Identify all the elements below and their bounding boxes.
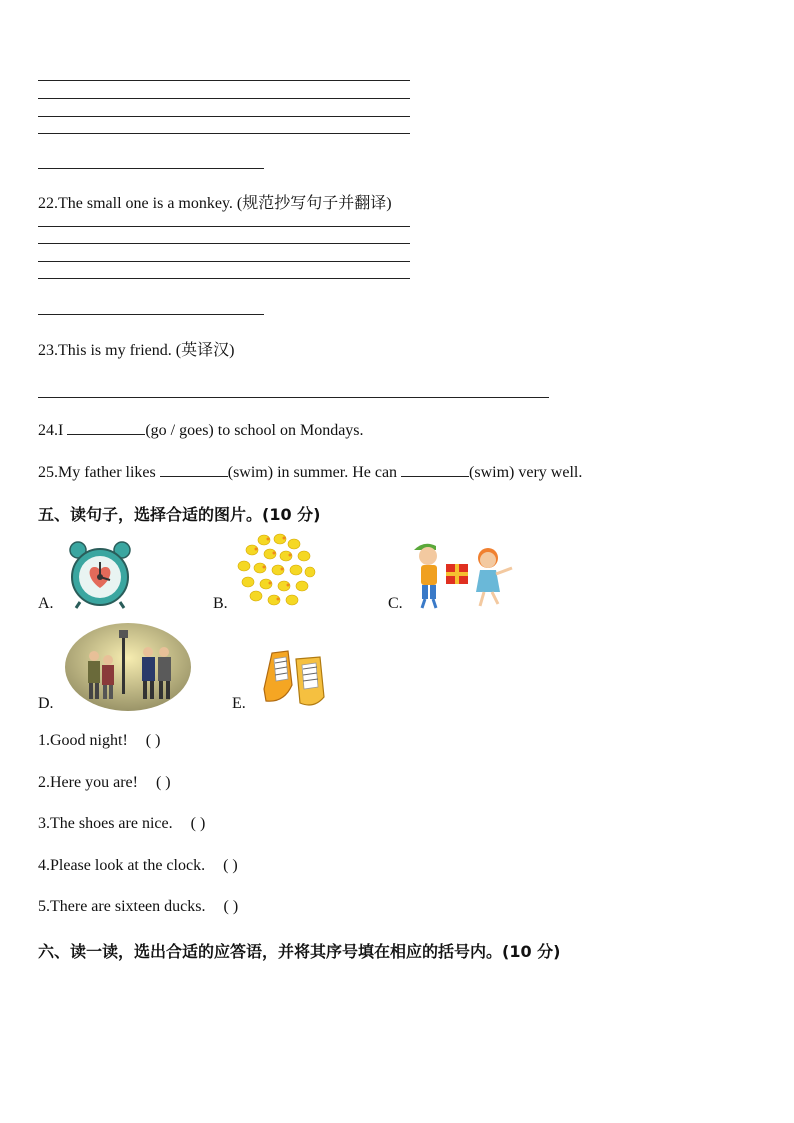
section-5-title: 五、读句子，选择合适的图片。(10 分) (38, 505, 321, 524)
section-6-title: 六、读一读，选出合适的应答语，并将其序号填在相应的括号内。(10 分) (38, 942, 561, 961)
answer-blank[interactable] (160, 462, 228, 477)
answer-parentheses[interactable]: ( ) (155, 774, 171, 791)
answer-parentheses[interactable]: ( ) (190, 815, 206, 832)
kids-gift-icon (410, 540, 518, 612)
option-a-label: A. (38, 595, 54, 612)
item-5 (38, 898, 238, 916)
item-text: 4.Please look at the clock. (38, 857, 206, 874)
writing-line[interactable] (38, 98, 410, 99)
translation-line[interactable] (38, 314, 264, 315)
question-number: 24. (38, 422, 58, 439)
item-text: 2.Here you are! (38, 774, 138, 791)
translation-line[interactable] (38, 168, 264, 169)
option-d-label: D. (38, 695, 54, 712)
answer-parentheses[interactable]: ( ) (223, 898, 239, 915)
question-number: 25. (38, 464, 58, 481)
writing-line[interactable] (38, 243, 410, 244)
question-24: 24.I (go / goes) to school on Mondays. (38, 422, 364, 439)
answer-line[interactable] (38, 397, 549, 398)
question-25: 25.My father likes (swim) in summer. He can (swim) very well. (38, 464, 583, 481)
question-text: The small one is a monkey. (规范抄写句子并翻译) (58, 195, 392, 212)
people-walking-night-icon (64, 622, 192, 712)
item-4 (38, 857, 238, 875)
item-2 (38, 774, 171, 792)
ducks-icon (234, 532, 316, 612)
question-number: 23. (38, 342, 58, 359)
alarm-clock-icon (64, 540, 136, 610)
answer-parentheses[interactable]: ( ) (223, 857, 238, 874)
option-b-label: B. (213, 595, 228, 612)
item-text: 3.The shoes are nice. (38, 815, 173, 832)
question-text: This is my friend. (英译汉) (58, 342, 235, 359)
question-number: 22. (38, 195, 58, 212)
question-23 (38, 337, 234, 360)
item-text: 1.Good night! (38, 732, 128, 749)
answer-parentheses[interactable]: ( ) (145, 732, 161, 749)
item-text: 5.There are sixteen ducks. (38, 898, 206, 915)
item-3 (38, 815, 205, 833)
answer-blank[interactable] (401, 462, 469, 477)
item-1 (38, 732, 160, 750)
question-22 (38, 190, 392, 213)
shoes-icon (258, 645, 328, 711)
writing-line[interactable] (38, 261, 410, 262)
writing-line[interactable] (38, 80, 410, 81)
option-c-label: C. (388, 595, 403, 612)
option-e-label: E. (232, 695, 246, 712)
writing-line[interactable] (38, 133, 410, 134)
writing-line[interactable] (38, 116, 410, 117)
answer-blank[interactable] (67, 420, 145, 435)
writing-line[interactable] (38, 278, 410, 279)
writing-line[interactable] (38, 226, 410, 227)
